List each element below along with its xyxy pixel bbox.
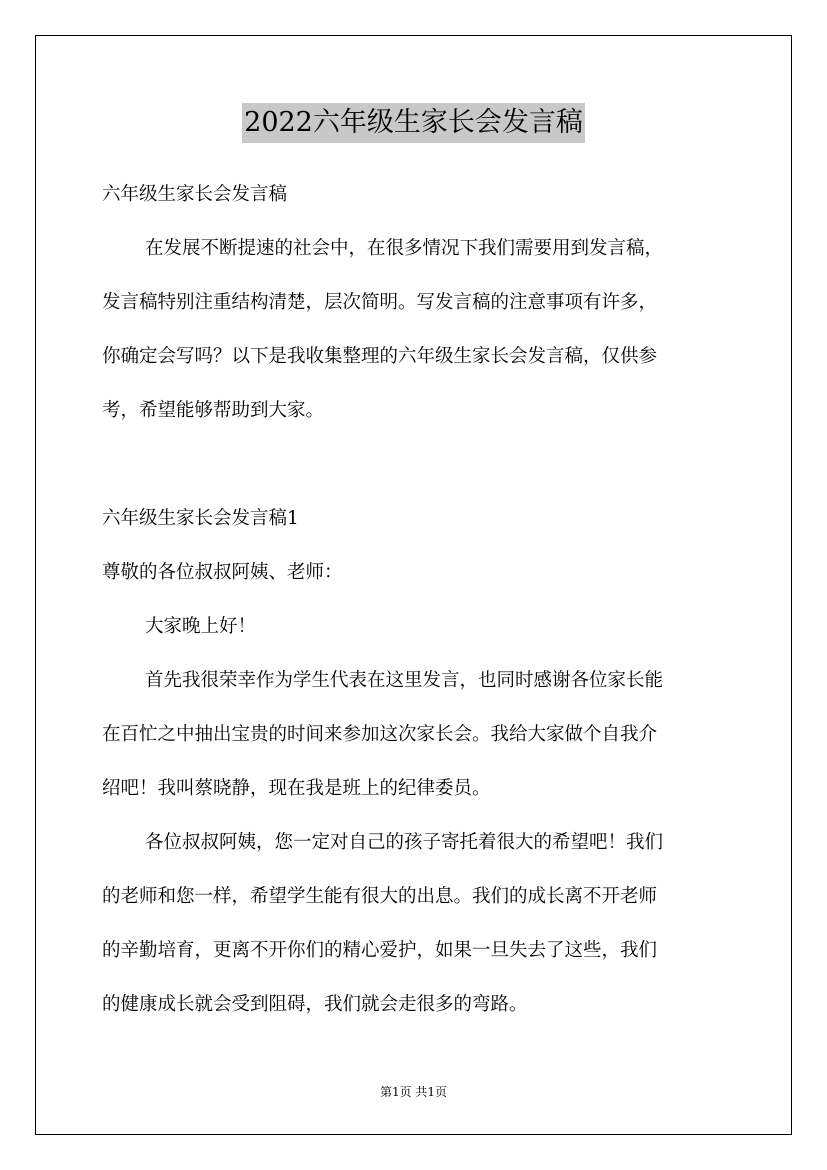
paragraph-line: 在发展不断提速的社会中，在很多情况下我们需要用到发言稿， [145, 238, 664, 259]
paragraph-line: 你确定会写吗？以下是我收集整理的六年级生家长会发言稿，仅供参 [102, 346, 658, 367]
title-container [0, 103, 827, 143]
document-title: 2022六年级生家长会发言稿 [242, 103, 585, 143]
paragraph-line: 的辛勤培育，更离不开你们的精心爱护，如果一旦失去了这些，我们 [102, 940, 658, 961]
greeting-line: 大家晚上好！ [145, 616, 257, 637]
paragraph-line: 的老师和您一样，希望学生能有很大的出息。我们的成长离不开老师 [102, 886, 658, 907]
paragraph-line: 各位叔叔阿姨，您一定对自己的孩子寄托着很大的希望吧！我们 [145, 832, 664, 853]
paragraph-line: 发言稿特别注重结构清楚，层次简明。写发言稿的注意事项有许多， [102, 292, 658, 313]
section-heading: 六年级生家长会发言稿1 [102, 508, 299, 529]
subtitle-line: 六年级生家长会发言稿 [102, 184, 288, 205]
paragraph-line: 首先我很荣幸作为学生代表在这里发言，也同时感谢各位家长能 [145, 670, 664, 691]
paragraph-line: 绍吧！我叫蔡晓静，现在我是班上的纪律委员。 [102, 778, 491, 799]
paragraph-line: 的健康成长就会受到阻碍，我们就会走很多的弯路。 [102, 994, 528, 1015]
salutation-line: 尊敬的各位叔叔阿姨、老师： [102, 562, 343, 583]
page-footer: 第1页 共1页 [379, 1085, 448, 1099]
paragraph-line: 考，希望能够帮助到大家。 [102, 400, 325, 421]
paragraph-line: 在百忙之中抽出宝贵的时间来参加这次家长会。我给大家做个自我介 [102, 724, 658, 745]
